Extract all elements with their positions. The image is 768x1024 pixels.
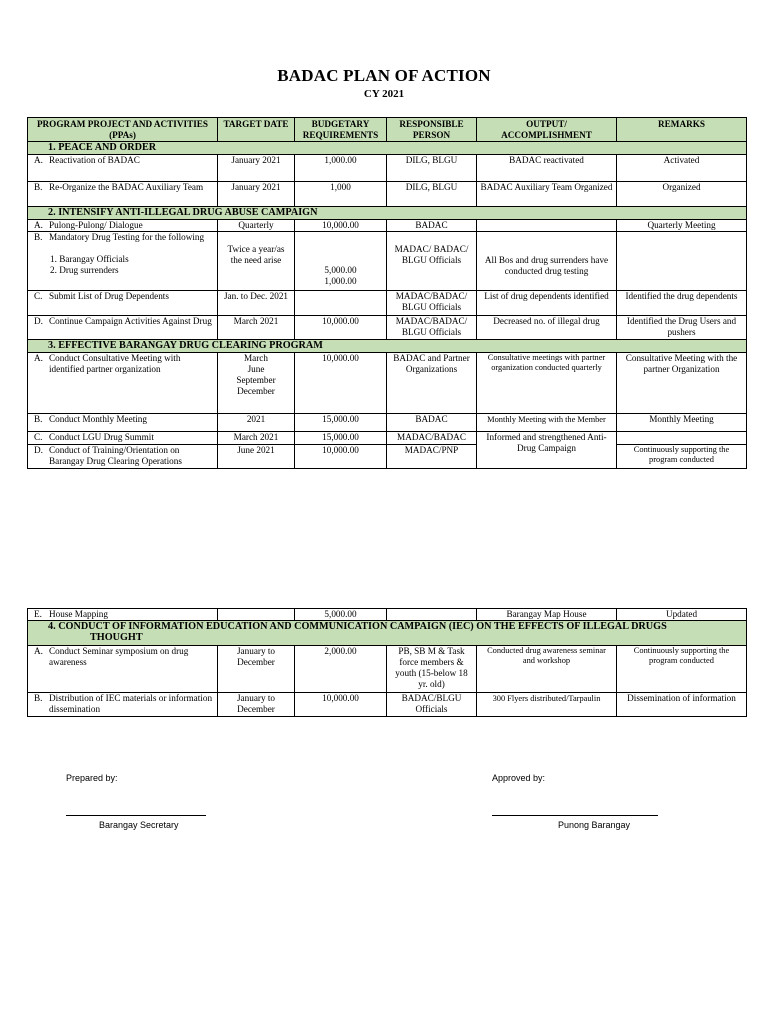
table-row: [28, 182, 747, 207]
header-remarks: REMARKS: [617, 118, 747, 142]
target-date-cell: January 2021: [218, 155, 295, 182]
ppa-cell: [28, 182, 218, 207]
remarks-cell: Activated: [617, 155, 747, 182]
responsible-cell: BADAC: [387, 414, 477, 432]
item-label: C.: [34, 291, 43, 301]
remarks-cell: Dissemination of information: [617, 693, 747, 717]
remarks-cell: Organized: [617, 182, 747, 207]
budget-cell: 15,000.00: [295, 414, 387, 432]
ppa-text: Reactivation of BADAC: [49, 155, 140, 165]
target-date-cell: June 2021: [218, 445, 295, 469]
approved-title: Punong Barangay: [558, 820, 631, 830]
ppa-cell: [28, 609, 218, 621]
output-cell: Monthly Meeting with the Member: [477, 414, 617, 432]
budget-value: 5,000.00: [324, 265, 357, 275]
responsible-cell: PB, SB M & Task force members & youth (15-below 18 yr. old): [387, 646, 477, 693]
ppa-cell: [28, 646, 218, 693]
responsible-cell: DILG, BLGU: [387, 182, 477, 207]
item-label: E.: [34, 609, 42, 619]
item-label: C.: [34, 432, 43, 442]
budget-cell: 10,000.00: [295, 445, 387, 469]
target-date-cell: Quarterly: [218, 220, 295, 232]
target-date-cell: March June September December: [218, 353, 295, 414]
remarks-cell: [617, 232, 747, 291]
ppa-cell: [28, 353, 218, 414]
budget-cell: 15,000.00: [295, 432, 387, 445]
section-title: 3. EFFECTIVE BARANGAY DRUG CLEARING PROGRAM: [28, 340, 747, 353]
output-cell: BADAC Auxiliary Team Organized: [477, 182, 617, 207]
ppa-text: Conduct LGU Drug Summit: [49, 432, 154, 442]
budget-cell: 10,000.00: [295, 693, 387, 717]
budget-cell: 10,000.00: [295, 353, 387, 414]
ppa-cell: [28, 316, 218, 340]
target-date-cell: 2021: [218, 414, 295, 432]
target-date-cell: January to December: [218, 693, 295, 717]
ppa-cell: [28, 414, 218, 432]
budget-cell: 1,000: [295, 182, 387, 207]
budget-value: 1,000.00: [324, 276, 357, 286]
table-row: [28, 232, 747, 291]
target-date-cell: March 2021: [218, 432, 295, 445]
output-cell: Decreased no. of illegal drug: [477, 316, 617, 340]
header-responsible: RESPONSIBLE PERSON: [387, 118, 477, 142]
remarks-cell: Continuously supporting the program conducted: [617, 646, 747, 693]
ppa-text: Continue Campaign Activities Against Drug: [49, 316, 212, 326]
budget-cell: 1,000.00: [295, 155, 387, 182]
section-row: [28, 340, 747, 353]
table-row: [28, 353, 747, 414]
item-label: D.: [34, 445, 43, 455]
budget-cell: 10,000.00: [295, 316, 387, 340]
budget-cell: 2,000.00: [295, 646, 387, 693]
ppa-cell: [28, 155, 218, 182]
output-cell: BADAC reactivated: [477, 155, 617, 182]
item-label: A.: [34, 646, 43, 656]
table-row: [28, 445, 747, 469]
output-cell: Barangay Map House: [477, 609, 617, 621]
responsible-cell: BADAC: [387, 220, 477, 232]
target-date-cell: January 2021: [218, 182, 295, 207]
approved-signature-line: [492, 815, 658, 816]
prepared-signature-line: [66, 815, 206, 816]
table-row: [28, 646, 747, 693]
target-date-cell: March 2021: [218, 316, 295, 340]
plan-table-part-1: [27, 117, 747, 469]
prepared-by-label: Prepared by:: [66, 773, 118, 783]
ppa-text: Conduct Seminar symposium on drug awareness: [49, 646, 189, 667]
table-row: [28, 414, 747, 432]
budget-cell: 10,000.00: [295, 220, 387, 232]
sub-item-barangay-officials: 1. Barangay Officials: [50, 254, 129, 264]
item-label: B.: [34, 693, 43, 703]
remarks-cell: Monthly Meeting: [617, 414, 747, 432]
table-row: [28, 220, 747, 232]
section-row: [28, 207, 747, 220]
responsible-cell: [387, 609, 477, 621]
ppa-text: Re-Organize the BADAC Auxiliary Team: [49, 182, 204, 192]
plan-table-part-2: [27, 608, 747, 717]
ppa-cell: [28, 232, 218, 291]
item-label: A.: [34, 353, 43, 363]
remarks-cell: Identified the Drug Users and pushers: [617, 316, 747, 340]
responsible-cell: MADAC/PNP: [387, 445, 477, 469]
target-date-cell: Jan. to Dec. 2021: [218, 291, 295, 316]
remarks-cell: Identified the drug dependents: [617, 291, 747, 316]
section-title: 4. CONDUCT OF INFORMATION EDUCATION AND COMMUNICATION CAMPAIGN (IEC) ON THE EFFECTS OF ILLEGAL DRUGS THOUGHT: [28, 621, 747, 646]
table-row: [28, 432, 747, 445]
output-cell: 300 Flyers distributed/Tarpaulin: [477, 693, 617, 717]
ppa-text: Distribution of IEC materials or information dissemination: [49, 693, 213, 714]
approved-by-label: Approved by:: [492, 773, 546, 783]
table-row: [28, 316, 747, 340]
header-ppa: PROGRAM PROJECT AND ACTIVITIES (PPAs): [28, 118, 218, 142]
budget-cell: [295, 291, 387, 316]
table-row: [28, 155, 747, 182]
table-row: [28, 693, 747, 717]
section-title: 1. PEACE AND ORDER: [28, 142, 747, 155]
table-header-row: [28, 118, 747, 142]
ppa-text: Mandatory Drug Testing for the following: [49, 232, 205, 242]
section-row: [28, 142, 747, 155]
responsible-cell: MADAC/ BADAC/ BLGU Officials: [387, 232, 477, 291]
item-label: A.: [34, 155, 43, 165]
responsible-cell: BADAC/BLGU Officials: [387, 693, 477, 717]
output-cell: Consultative meetings with partner organization conducted quarterly: [477, 353, 617, 414]
target-date-cell: [218, 609, 295, 621]
remarks-cell: [617, 432, 747, 445]
table-row: [28, 291, 747, 316]
remarks-cell: Consultative Meeting with the partner Organization: [617, 353, 747, 414]
ppa-text: Conduct Monthly Meeting: [49, 414, 147, 424]
item-label: B.: [34, 414, 43, 424]
responsible-cell: BADAC and Partner Organizations: [387, 353, 477, 414]
budget-cell: 5,000.00: [295, 609, 387, 621]
output-cell: Conducted drug awareness seminar and workshop: [477, 646, 617, 693]
ppa-text: Conduct Consultative Meeting with identified partner organization: [49, 353, 181, 374]
target-date-cell: January to December: [218, 646, 295, 693]
header-output: OUTPUT/ ACCOMPLISHMENT: [477, 118, 617, 142]
output-cell: List of drug dependents identified: [477, 291, 617, 316]
section-title: 2. INTENSIFY ANTI-ILLEGAL DRUG ABUSE CAMPAIGN: [28, 207, 747, 220]
item-label: D.: [34, 316, 43, 326]
ppa-text: Pulong-Pulong/ Dialogue: [49, 220, 143, 230]
responsible-cell: MADAC/BADAC/ BLGU Officials: [387, 316, 477, 340]
ppa-text: House Mapping: [49, 609, 108, 619]
remarks-cell: Continuously supporting the program conducted: [617, 445, 747, 469]
table-row: [28, 609, 747, 621]
header-target-date: TARGET DATE: [218, 118, 295, 142]
output-cell: Informed and strengthened Anti-Drug Campaign: [477, 432, 617, 469]
ppa-cell: [28, 291, 218, 316]
item-label: B.: [34, 182, 43, 192]
output-cell: All Bos and drug surrenders have conducted drug testing: [477, 232, 617, 291]
responsible-cell: MADAC/BADAC/ BLGU Officials: [387, 291, 477, 316]
remarks-cell: Updated: [617, 609, 747, 621]
document-subtitle: CY 2021: [363, 88, 405, 100]
header-budget: BUDGETARY REQUIREMENTS: [295, 118, 387, 142]
sub-item-drug-surrenders: 2. Drug surrenders: [50, 265, 119, 275]
ppa-cell: [28, 432, 218, 445]
ppa-cell: [28, 220, 218, 232]
item-label: A.: [34, 220, 43, 230]
responsible-cell: MADAC/BADAC: [387, 432, 477, 445]
responsible-cell: DILG, BLGU: [387, 155, 477, 182]
ppa-cell: [28, 693, 218, 717]
prepared-title: Barangay Secretary: [99, 820, 179, 830]
section-row: [28, 621, 747, 646]
item-label: B.: [34, 232, 43, 242]
target-date-cell: Twice a year/as the need arise: [218, 232, 295, 291]
remarks-cell: Quarterly Meeting: [617, 220, 747, 232]
document-title: BADAC PLAN OF ACTION: [277, 66, 491, 85]
budget-cell: [295, 232, 387, 291]
output-cell: [477, 220, 617, 232]
ppa-text: Conduct of Training/Orientation on Barangay Drug Clearing Operations: [49, 445, 182, 466]
ppa-cell: [28, 445, 218, 469]
ppa-text: Submit List of Drug Dependents: [49, 291, 169, 301]
